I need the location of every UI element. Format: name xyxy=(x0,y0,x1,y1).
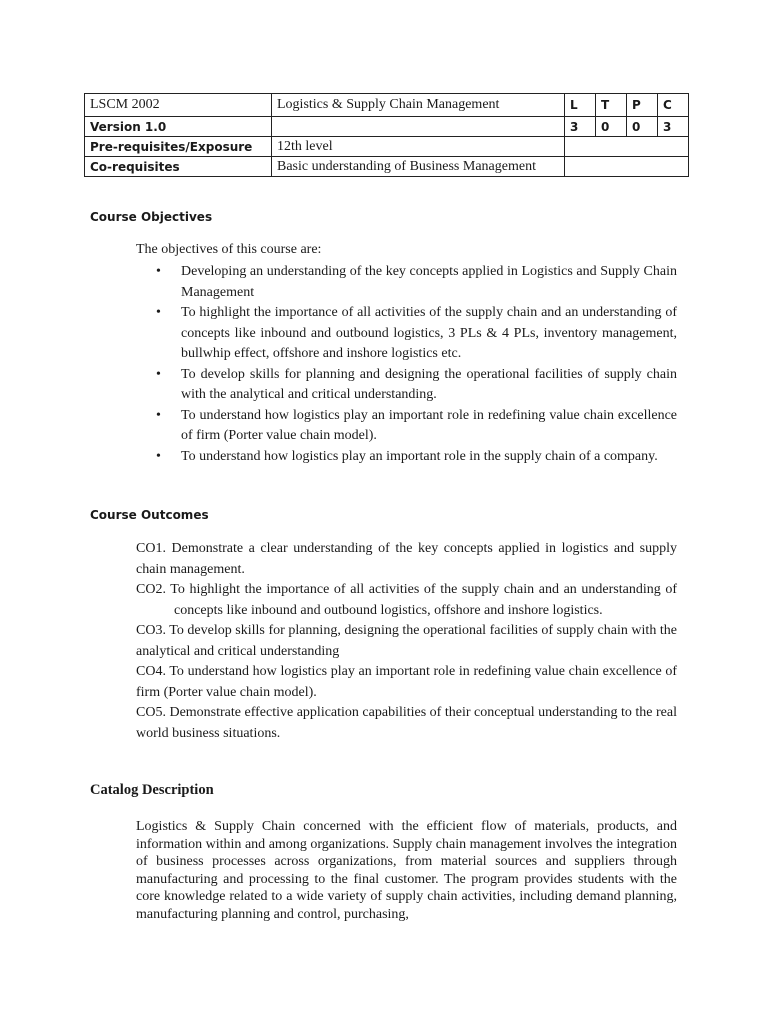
outcomes-list xyxy=(136,539,677,744)
course-title: Logistics & Supply Chain Management xyxy=(272,94,565,117)
bullet-icon: • xyxy=(156,448,161,464)
table-row xyxy=(85,157,689,177)
objectives-list xyxy=(136,262,677,467)
prereq-empty-cell xyxy=(565,137,689,157)
ltpc-value-c: 3 xyxy=(658,117,689,137)
outcome-item: CO5. Demonstrate effective application capabilities of their conceptual understanding to the real world business situations. xyxy=(136,705,677,741)
outcome-item: CO1. Demonstrate a clear understanding of the key concepts applied in logistics and supply chain management. xyxy=(136,541,677,577)
prereq-value: 12th level xyxy=(272,137,565,157)
list-item xyxy=(136,365,677,406)
objective-text: Developing an understanding of the key concepts applied in Logistics and Supply Chain Management xyxy=(181,264,677,300)
objective-text: To understand how logistics play an important role in the supply chain of a company. xyxy=(181,448,658,464)
objective-text: To understand how logistics play an important role in redefining value chain excellence of firm (Porter value chain model). xyxy=(181,407,677,443)
objectives-intro: The objectives of this course are: xyxy=(136,242,322,257)
coreq-empty-cell xyxy=(565,157,689,177)
outcomes-heading: Course Outcomes xyxy=(90,508,209,522)
coreq-label: Co-requisites xyxy=(85,157,272,177)
coreq-value: Basic understanding of Business Management xyxy=(272,157,565,177)
list-item xyxy=(136,406,677,447)
outcome-item: CO2. To highlight the importance of all activities of the supply chain and an understanding of concepts like inbound and outbound logistics, offshore and inshore logistics. xyxy=(136,582,677,618)
ltpc-value-t: 0 xyxy=(596,117,627,137)
ltpc-value-p: 0 xyxy=(627,117,658,137)
objective-text: To highlight the importance of all activities of the supply chain and an understanding of concepts like inbound and outbound logistics, 3 PLs & 4 PLs, inventory management, bullwhip effect, offshore and inshore logistics etc. xyxy=(181,305,677,361)
table-row xyxy=(85,137,689,157)
objective-text: To develop skills for planning and designing the operational facilities of supply chain with the analytical and critical understanding. xyxy=(181,366,677,402)
outcome-item: CO4. To understand how logistics play an important role in redefining value chain excellence of firm (Porter value chain model). xyxy=(136,664,677,700)
prereq-label: Pre-requisites/Exposure xyxy=(85,137,272,157)
list-item xyxy=(136,447,677,468)
ltpc-header-p: P xyxy=(627,94,658,117)
course-code: LSCM 2002 xyxy=(85,94,272,117)
list-item xyxy=(136,262,677,303)
ltpc-header-c: C xyxy=(658,94,689,117)
objectives-heading: Course Objectives xyxy=(90,210,213,224)
list-item xyxy=(136,303,677,365)
table-row xyxy=(85,94,689,117)
catalog-description: Logistics & Supply Chain concerned with the efficient flow of materials, products, and information within and among organizations. Supply chain management involves the integration of business processes across organizations, from material sources and suppliers through manufacturing and processing to the final customer. The program provides students with the core knowledge related to a wide variety of supply chain activities, including demand planning, manufacturing planning and control, purchasing, xyxy=(136,819,677,922)
bullet-icon: • xyxy=(156,264,161,279)
table-row xyxy=(85,117,689,137)
bullet-icon: • xyxy=(156,407,161,423)
course-info-table xyxy=(84,93,689,177)
bullet-icon: • xyxy=(156,305,161,320)
version-empty-cell xyxy=(272,117,565,137)
bullet-icon: • xyxy=(156,366,161,382)
ltpc-header-l: L xyxy=(565,94,596,117)
version-label: Version 1.0 xyxy=(85,117,272,137)
outcome-item: CO3. To develop skills for planning, designing the operational facilities of supply chain with the analytical and critical understanding xyxy=(136,623,677,659)
catalog-heading: Catalog Description xyxy=(90,782,214,798)
ltpc-value-l: 3 xyxy=(565,117,596,137)
ltpc-header-t: T xyxy=(596,94,627,117)
